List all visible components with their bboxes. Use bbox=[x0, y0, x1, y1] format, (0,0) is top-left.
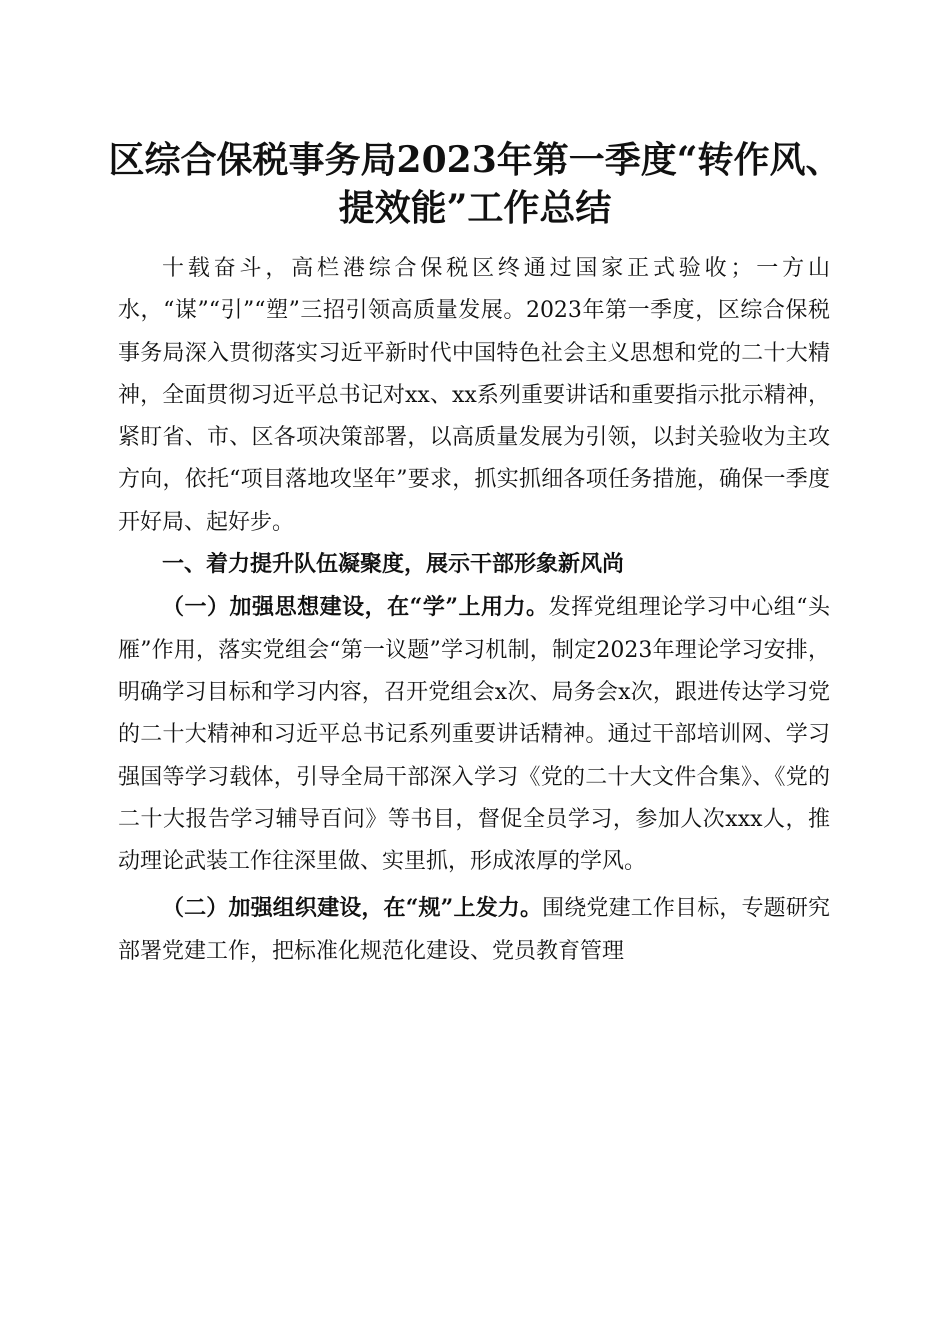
document-title-line-1: 区综合保税事务局2023年第一季度“转作风、 bbox=[108, 139, 842, 181]
paragraph-1-lead: （一）加强思想建设，在“学”上用力。 bbox=[162, 594, 549, 621]
intro-paragraph: 十载奋斗，高栏港综合保税区终通过国家正式验收；一方山水，“谋”“引”“塑”三招引领高质量发展。2023年第一季度，区综合保税事务局深入贯彻落实习近平新时代中国特色社会主义思想和党的二十大精神，全面贯彻习近平总书记对xx、xx系列重要讲话和重要指示批示精神，紧盯省、市、区各项决策部署，以高质量发展为引领，以封关验收为主攻方向，依托“项目落地攻坚年”要求，抓实抓细各项任务措施，确保一季度开好局、起好步。 bbox=[118, 256, 830, 535]
section-heading-1: 一、着力提升队伍凝聚度，展示干部形象新风尚 bbox=[162, 552, 625, 578]
paragraph-1 bbox=[118, 586, 830, 883]
document-body bbox=[118, 248, 830, 973]
paragraph-2-body: 围绕党建工作目标，专题研究部署党建工作，把标准化规范化建设、党员教育管理 bbox=[118, 896, 830, 964]
document-title-line-2: 提效能”工作总结 bbox=[338, 187, 612, 229]
paragraph-2-lead: （二）加强组织建设，在“规”上发力。 bbox=[162, 895, 543, 922]
paragraph-1-body: 发挥党组理论学习中心组“头雁”作用，落实党组会“第一议题”学习机制，制定2023年理论学习安排，明确学习目标和学习内容，召开党组会x次、局务会x次，跟进传达学习党的二十大精神和习近平总书记系列重要讲话精神。通过干部培训网、学习强国等学习载体，引导全局干部深入学习《党的二十大文件合集》、《党的二十大报告学习辅导百问》等书目，督促全员学习，参加人次xxx人，推动理论武装工作往深里做、实里抓，形成浓厚的学风。 bbox=[118, 595, 831, 875]
paragraph-2 bbox=[118, 887, 830, 973]
